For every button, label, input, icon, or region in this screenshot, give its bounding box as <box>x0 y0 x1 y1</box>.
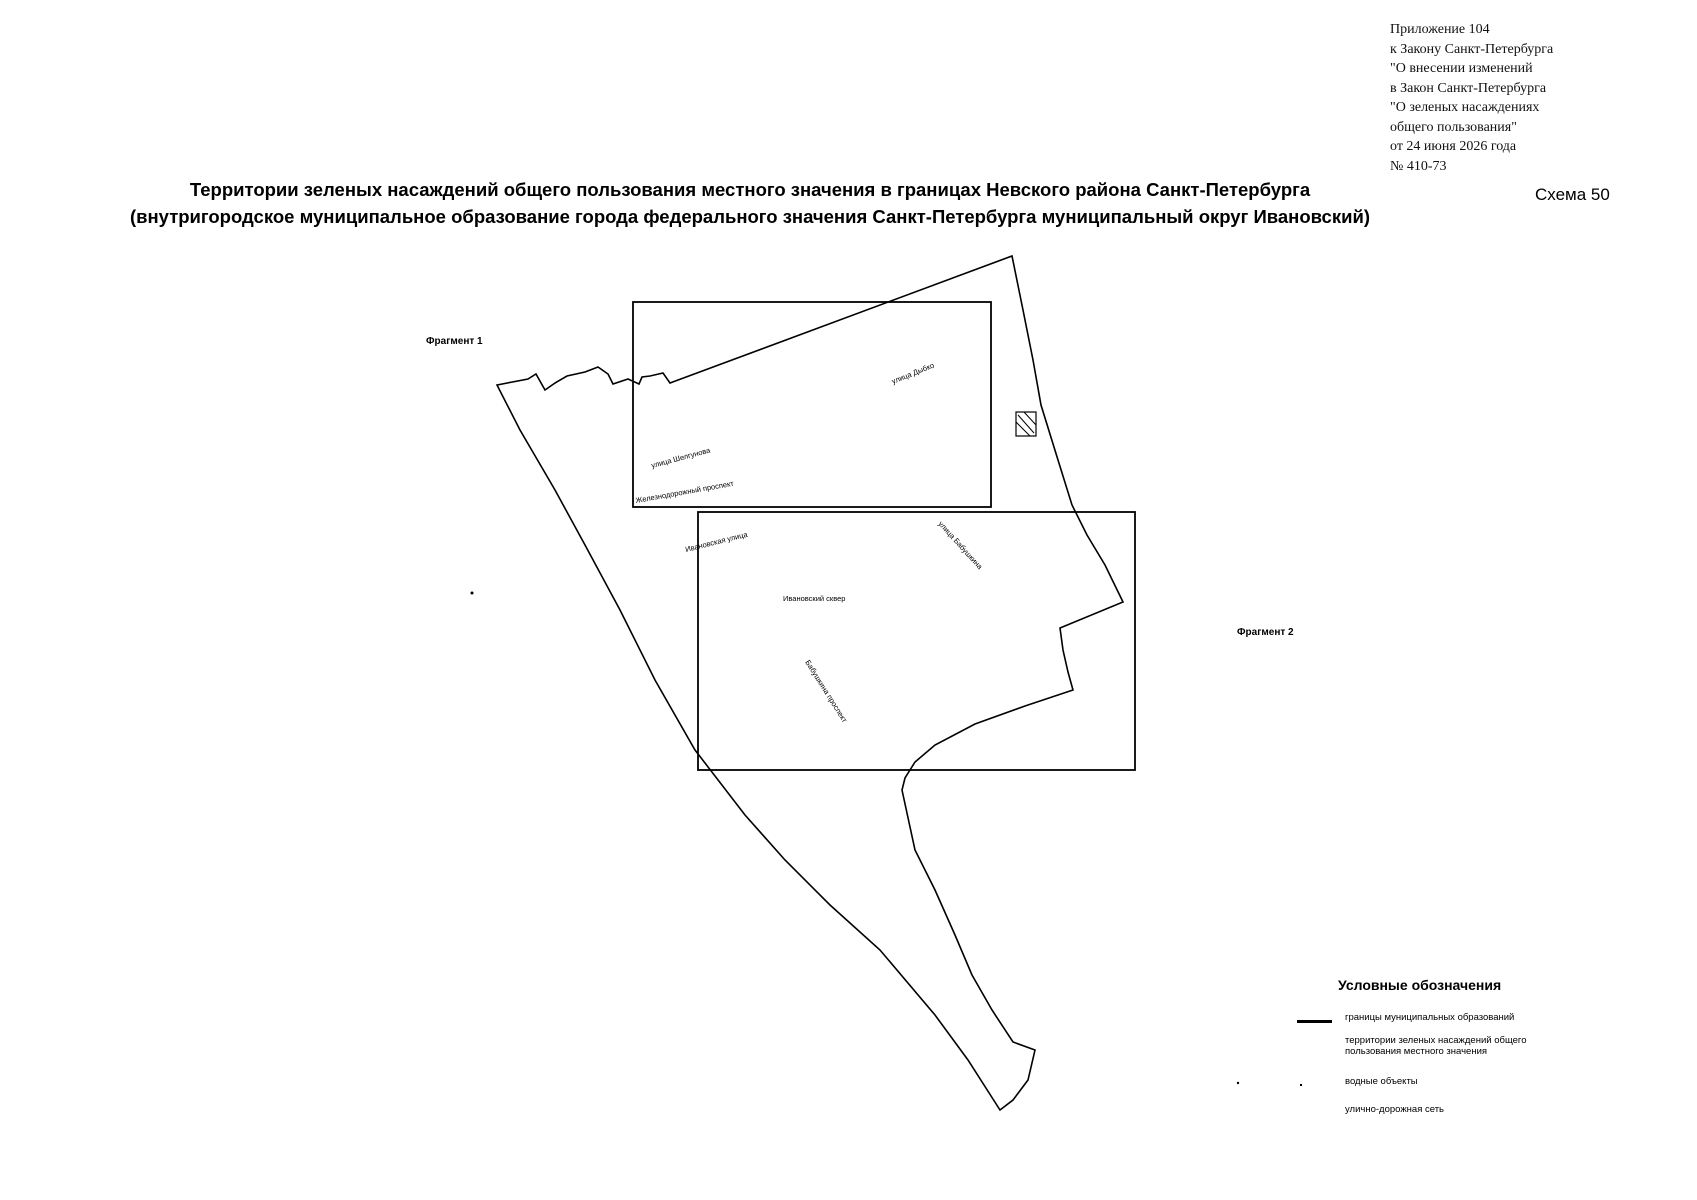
annex-line: "О зеленых насаждениях <box>1390 100 1540 115</box>
municipal-boundary <box>497 256 1123 1110</box>
title-line-2: (внутригородское муниципальное образование города федерального значения Санкт-Петербурга муниципальный округ Ивановский) <box>129 206 1371 227</box>
legend-item-road: улично-дорожная сеть <box>1345 1104 1445 1115</box>
point-marker <box>471 592 474 595</box>
water-object-marker <box>1016 412 1036 436</box>
legend-item-boundary: границы муниципальных образований <box>1345 1012 1515 1023</box>
annex-line: "О внесении изменений <box>1390 61 1533 76</box>
scheme-label: Схема 50 <box>1535 185 1610 204</box>
annex-line: Приложение 104 <box>1390 22 1490 37</box>
street-label: улица Дыбко <box>890 360 936 386</box>
annex-line: в Закон Санкт-Петербурга <box>1390 80 1547 96</box>
title-line-1: Территории зеленых насаждений общего пользования местного значения в границах Невского района Санкт-Петербурга <box>189 179 1311 200</box>
legend-item-green: территории зеленых насаждений общего пользования местного значения <box>1345 1035 1527 1057</box>
street-label: Железнодорожный проспект <box>634 478 735 505</box>
annex-line: от 24 июня 2026 года <box>1390 139 1517 154</box>
park-label: Ивановский сквер <box>783 594 846 603</box>
point-marker <box>1237 1082 1239 1084</box>
fragment-1-frame <box>633 302 991 507</box>
street-label: Бабушкина проспект <box>803 658 850 725</box>
street-label: улица Шелгунова <box>650 445 712 470</box>
annex-line: общего пользования" <box>1390 119 1517 135</box>
street-label: Ивановская улица <box>684 529 749 554</box>
legend-title: Условные обозначения <box>1338 977 1502 993</box>
fragment-2-frame <box>698 512 1135 770</box>
legend-item-water: водные объекты <box>1345 1076 1418 1087</box>
water-swatch <box>1300 1084 1302 1086</box>
fragment-2-label: Фрагмент 2 <box>1237 627 1294 638</box>
fragment-1-label: Фрагмент 1 <box>426 336 483 347</box>
street-label: улица Бабушкина <box>936 519 985 572</box>
annex-line: № 410-73 <box>1390 158 1447 174</box>
boundary-line-swatch <box>1297 1020 1332 1023</box>
annex-line: к Закону Санкт-Петербурга <box>1390 41 1554 57</box>
